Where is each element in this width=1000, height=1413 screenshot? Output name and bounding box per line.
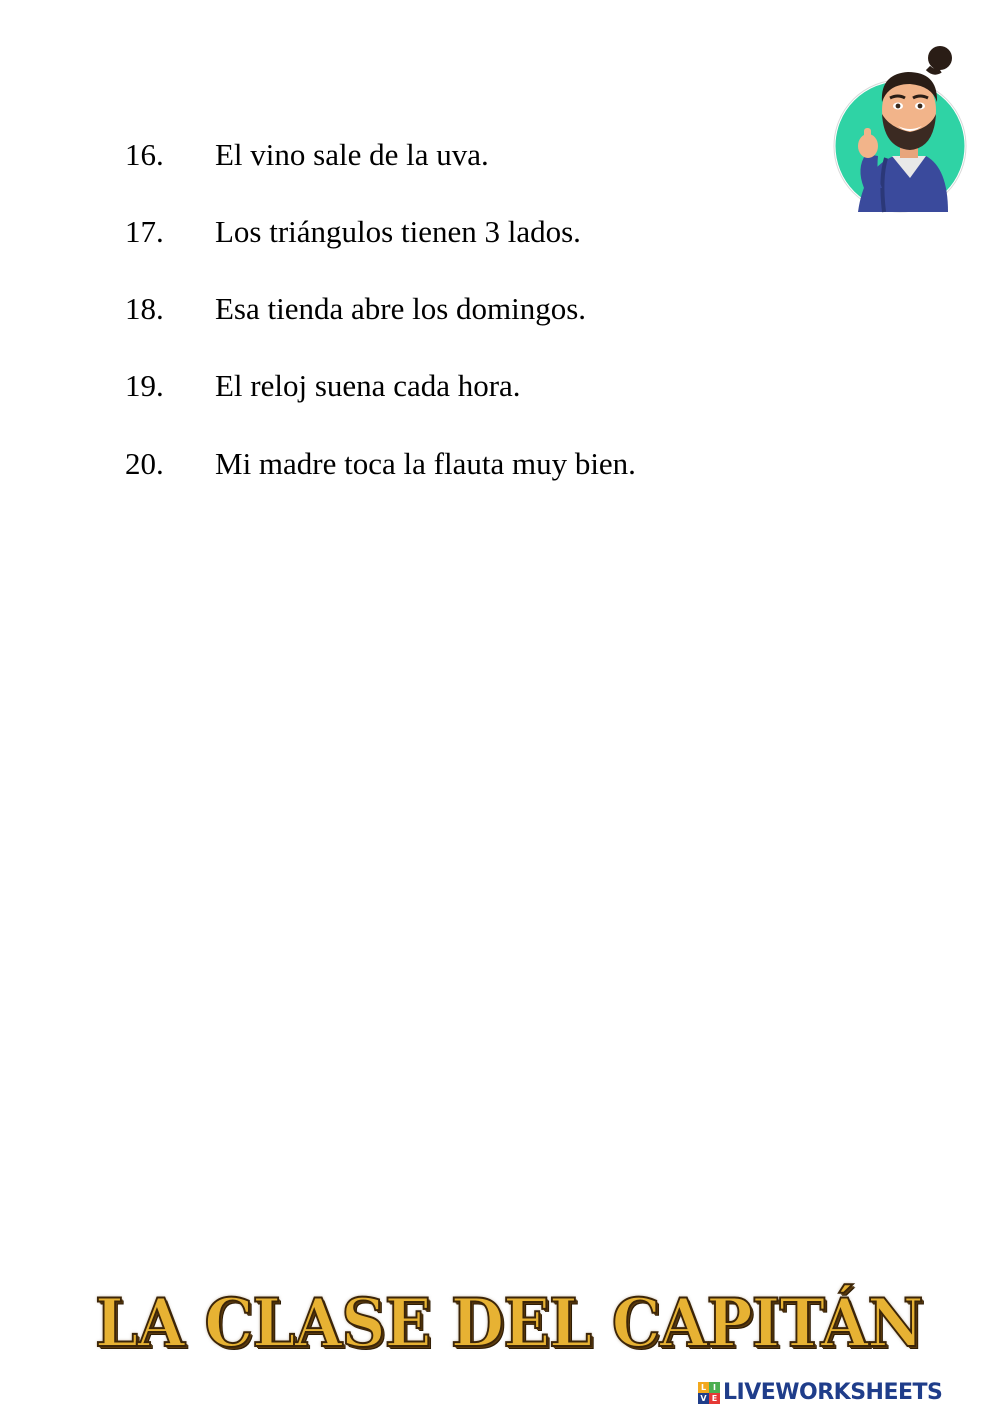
worksheet-item-18 [0, 289, 800, 329]
badge-letter: L [698, 1382, 709, 1393]
item-sentence: El vino sale de la uva. [215, 137, 489, 172]
item-number: 20. [125, 446, 164, 481]
item-number: 17. [125, 214, 164, 249]
class-title-banner: LA CLASE DEL CAPITÁN [95, 1284, 923, 1362]
teacher-avatar [820, 28, 980, 218]
worksheet-item-19 [0, 366, 800, 406]
liveworksheets-badge-icon [698, 1382, 720, 1404]
worksheet-item-17 [0, 212, 800, 252]
item-sentence: Esa tienda abre los domingos. [215, 291, 587, 326]
worksheet-item-16 [0, 135, 800, 175]
badge-letter: E [709, 1393, 720, 1404]
liveworksheets-wordmark: LIVEWORKSHEETS [723, 1380, 943, 1405]
item-sentence: Mi madre toca la flauta muy bien. [215, 446, 636, 481]
bitmoji-teacher-icon [820, 28, 980, 218]
item-number: 18. [125, 291, 164, 326]
badge-letter: I [709, 1382, 720, 1393]
item-number: 19. [125, 368, 164, 403]
item-sentence: Los triángulos tienen 3 lados. [215, 214, 581, 249]
badge-letter: V [698, 1393, 709, 1404]
item-sentence: El reloj suena cada hora. [215, 368, 521, 403]
worksheet-item-20 [0, 444, 800, 484]
liveworksheets-logo [698, 1378, 994, 1408]
item-number: 16. [125, 137, 164, 172]
